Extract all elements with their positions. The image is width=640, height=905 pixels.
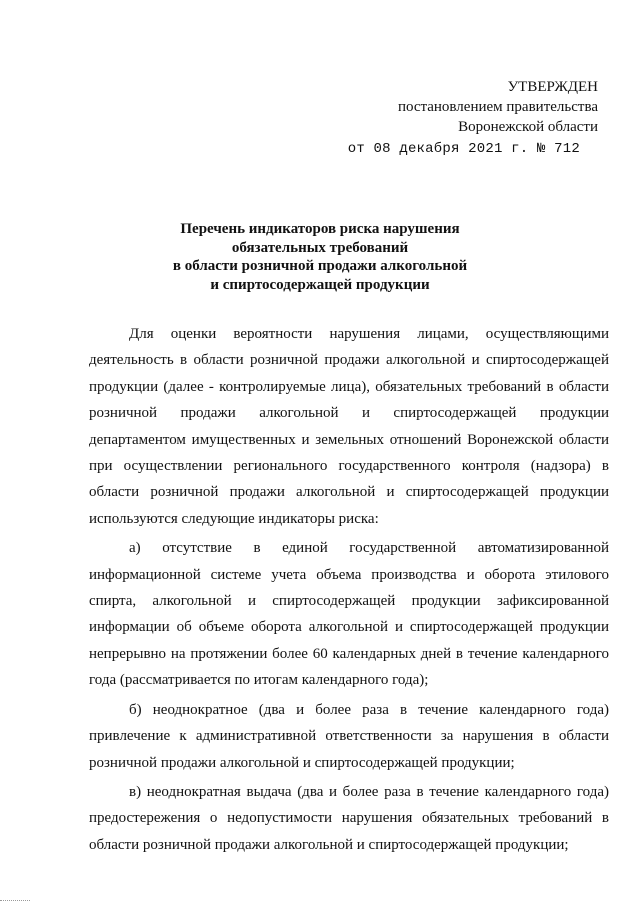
document-body xyxy=(89,321,609,858)
approval-line-1: постановлением правительства xyxy=(397,99,598,115)
paragraph-item-b: б) неоднократное (два и более раза в течение календарного года) привлечение к административной ответственности за нарушения в области розничной продажи алкогольной и спиртосодержащей продукции; xyxy=(89,701,609,771)
document-title xyxy=(0,220,640,294)
paragraph-intro: Для оценки вероятности нарушения лицами, осуществляющими деятельность в области розничной продажи алкогольной и спиртосодержащей продукции (далее - контролируемые лица), обязательных требований в области розничной продажи алкогольной и спиртосодержащей продукции департаментом имущественных и земельных отношений Воронежской области при осуществлении регионального государственного контроля (надзора) в области розничной продажи алкогольной и спиртосодержащей продукции используются следующие индикаторы риска: xyxy=(89,326,609,527)
approval-line-2: Воронежской области xyxy=(458,119,598,135)
paragraph-item-a: а) отсутствие в единой государственной автоматизированной информационной системе учета объема производства и оборота этилового спирта, алкогольной и спиртосодержащей продукции зафиксированной информации об объеме оборота алкогольной и спиртосодержащей продукции непрерывно на протяжении более 60 календарных дней в течение календарного года (рассматривается по итогам календарного года); xyxy=(89,540,609,689)
decree-date-number: от 08 декабря 2021 г. № 712 xyxy=(347,141,580,157)
scan-edge-mark xyxy=(0,900,30,901)
title-line-1: Перечень индикаторов риска нарушения xyxy=(180,221,460,237)
approval-block xyxy=(348,77,598,159)
title-line-2: обязательных требований xyxy=(231,239,409,256)
title-line-4: и спиртосодержащей продукции xyxy=(210,276,430,293)
approval-heading: УТВЕРЖДЕН xyxy=(507,79,598,95)
paragraph-item-v: в) неоднократная выдача (два и более раза в течение календарного года) предостережения о недопустимости нарушения обязательных требований в области розничной продажи алкогольной и спиртосодержащей продукции; xyxy=(89,783,609,853)
title-line-3: в области розничной продажи алкогольной xyxy=(172,258,468,274)
